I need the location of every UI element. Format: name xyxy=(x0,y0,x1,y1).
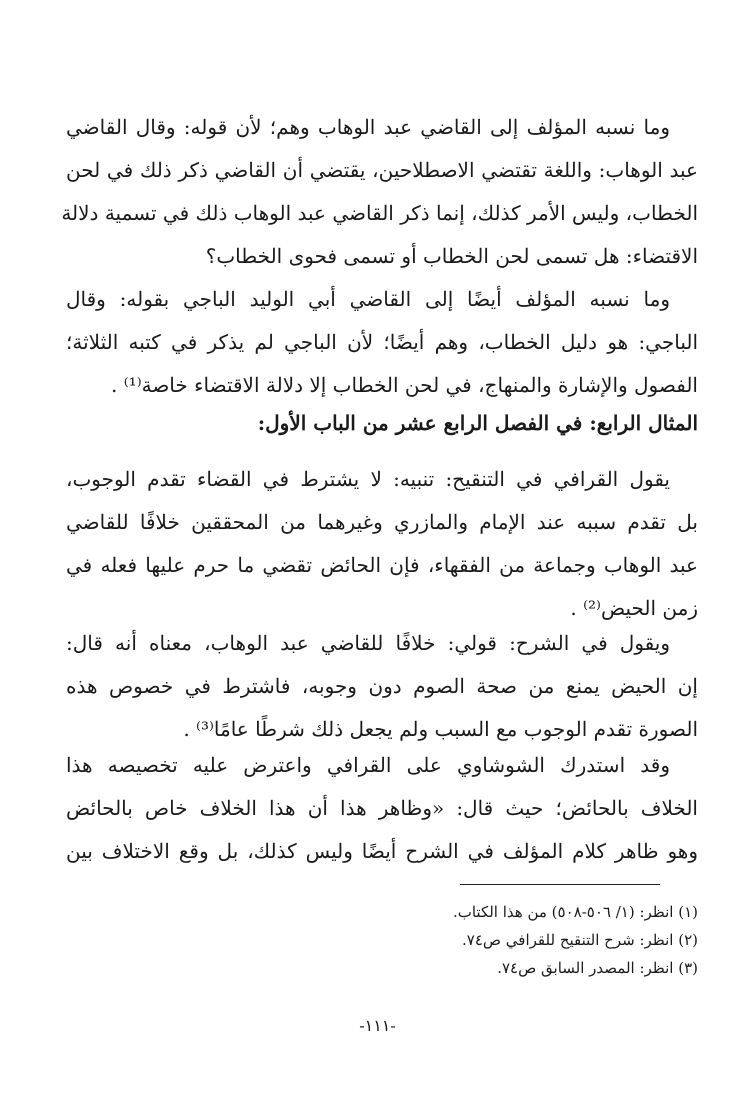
text-line: الباجي: هو دليل الخطاب، وهم أيضًا؛ لأن الباجي لم يذكر في كتبه الثلاثة؛ xyxy=(66,330,698,354)
text-line: وهو ظاهر كلام المؤلف في الشرح أيضًا وليس كذلك، بل وقع الاختلاف بين xyxy=(66,839,698,863)
text-line: الصورة تقدم الوجوب مع السبب ولم يجعل ذلك شرطًا عامًا⁽³⁾ . xyxy=(183,717,698,741)
text-line: بل تقدم سببه عند الإمام والمازري وغيرهما من المحققين خلافًا للقاضي xyxy=(66,510,698,534)
paragraph-2 xyxy=(66,278,698,407)
text-line: عبد الوهاب وجماعة من الفقهاء، فإن الحائض تقضي ما حرم عليها فعله في xyxy=(66,553,698,577)
footnote-separator xyxy=(460,884,660,885)
text-line: زمن الحيض⁽²⁾ . xyxy=(570,596,698,620)
heading-text: المثال الرابع: في الفصل الرابع عشر من الباب الأول: xyxy=(257,411,698,435)
page-number: -١١١- xyxy=(359,1016,396,1035)
footnote-2: (٢) انظر: شرح التنقيح للقرافي ص٧٤. xyxy=(462,931,698,949)
text-line: ويقول في الشرح: قولي: خلافًا للقاضي عبد الوهاب، معناه أنه قال: xyxy=(66,631,670,655)
paragraph-1 xyxy=(61,106,698,278)
footnote-1: (١) انظر: (١/ ٥٠٦-٥٠٨) من هذا الكتاب. xyxy=(452,903,698,921)
paragraph-5 xyxy=(66,744,698,873)
paragraph-4 xyxy=(66,622,698,751)
text-line: الاقتضاء: هل تسمى لحن الخطاب أو تسمى فحوى الخطاب؟ xyxy=(205,244,698,268)
text-line: الخلاف بالحائض؛ حيث قال: «وظاهر هذا أن هذا الخلاف خاص بالحائض xyxy=(66,796,698,820)
paragraph-3 xyxy=(66,458,698,630)
text-line: وما نسبه المؤلف إلى القاضي عبد الوهاب وهم؛ لأن قوله: وقال القاضي xyxy=(66,115,670,139)
text-line: وما نسبه المؤلف أيضًا إلى القاضي أبي الوليد الباجي بقوله: وقال xyxy=(66,287,670,311)
section-heading xyxy=(66,402,698,445)
text-line: إن الحيض يمنع من صحة الصوم دون وجوبه، فاشترط في خصوص هذه xyxy=(66,674,698,698)
text-line: عبد الوهاب: واللغة تقتضي الاصطلاحين، يقتضي أن القاضي ذكر ذلك في لحن xyxy=(66,158,698,182)
footnote-3: (٣) انظر: المصدر السابق ص٧٤. xyxy=(497,959,698,977)
text-line: الفصول والإشارة والمنهاج، في لحن الخطاب إلا دلالة الاقتضاء خاصة⁽¹⁾ . xyxy=(111,373,698,397)
text-line: وقد استدرك الشوشاوي على القرافي واعترض عليه تخصيصه هذا xyxy=(66,753,670,777)
text-line: يقول القرافي في التنقيح: تنبيه: لا يشترط في القضاء تقدم الوجوب، xyxy=(66,467,670,491)
text-line: الخطاب، وليس الأمر كذلك، إنما ذكر القاضي عبد الوهاب ذلك في تسمية دلالة xyxy=(61,201,698,225)
